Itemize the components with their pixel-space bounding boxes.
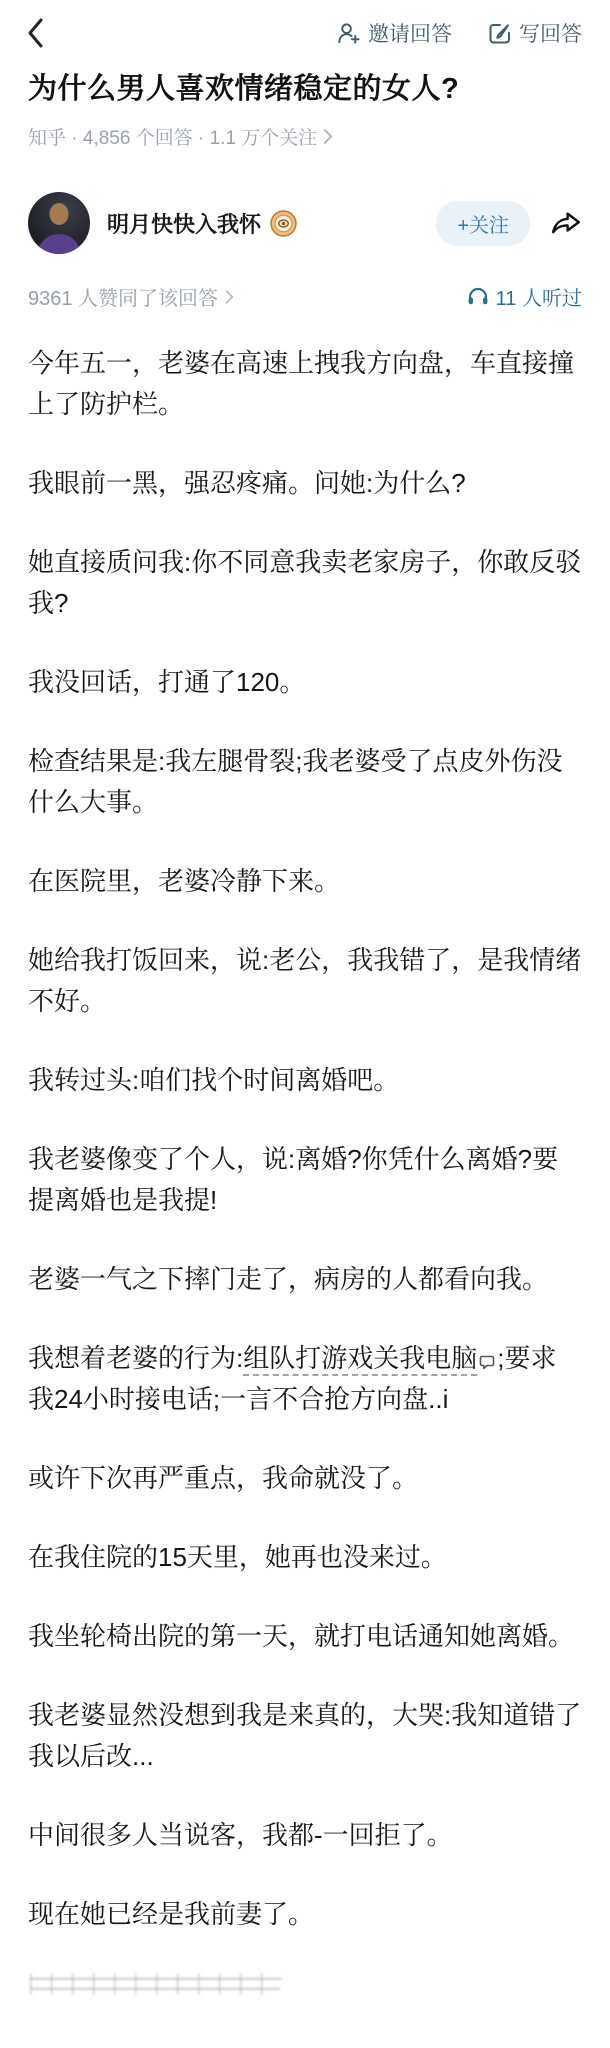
top-bar xyxy=(0,0,610,50)
upvote-count-text: 9361 人赞同了该回答 xyxy=(28,288,219,311)
person-plus-icon xyxy=(336,21,361,46)
top-actions xyxy=(336,18,582,48)
listen-count-text: 11 人听过 xyxy=(495,288,582,311)
comment-bubble-icon[interactable] xyxy=(479,1354,495,1370)
answer-paragraph: 我老婆显然没想到我是来真的，大哭:我知道错了我以后改... xyxy=(28,1700,582,1772)
answer-paragraph xyxy=(28,1338,582,1420)
blurred-watermark xyxy=(30,1973,282,1995)
annotated-highlight-text[interactable]: 组队打游戏关我电脑 xyxy=(243,1343,477,1376)
edit-square-icon xyxy=(488,21,512,45)
answer-paragraph: 我眼前一黑，强忍疼痛。问她:为什么? xyxy=(28,468,466,499)
question-stats-text: 知乎 · 4,856 个回答 · 1.1 万个关注 xyxy=(28,128,318,150)
gold-medal-badge-icon xyxy=(270,210,297,237)
answer-paragraph: 在医院里，老婆冷静下来。 xyxy=(28,866,341,897)
answer-paragraph: 检查结果是:我左腿骨裂;我老婆受了点皮外伤没什么大事。 xyxy=(28,746,563,818)
write-answer-button[interactable] xyxy=(488,18,582,48)
share-arrow-icon xyxy=(550,209,582,237)
avatar-jersey-shape xyxy=(37,234,81,254)
answer-paragraph: 她直接质问我:你不同意我卖老家房子，你敢反驳我? xyxy=(28,547,582,619)
invite-answer-button[interactable] xyxy=(336,18,452,48)
answer-paragraph: 现在她已经是我前妻了。 xyxy=(28,1899,315,1930)
share-button[interactable] xyxy=(550,209,582,237)
chevron-right-icon xyxy=(224,289,234,305)
avatar-head-shape xyxy=(50,203,69,225)
back-button[interactable] xyxy=(24,17,46,49)
answer-body xyxy=(28,343,582,1935)
answer-meta-row xyxy=(28,282,582,311)
answer-paragraph: 老婆一气之下摔门走了，病房的人都看向我。 xyxy=(28,1264,549,1295)
answer-paragraph: 今年五一，老婆在高速上拽我方向盘，车直接撞上了防护栏。 xyxy=(28,348,575,420)
answer-paragraph: 我转过头:咱们找个时间离婚吧。 xyxy=(28,1065,400,1096)
upvote-count-link[interactable] xyxy=(28,282,234,311)
answer-paragraph: 或许下次再严重点，我命就没了。 xyxy=(28,1463,419,1494)
answer-paragraph: 我老婆像变了个人，说:离婚?你凭什么离婚?要提离婚也是我提! xyxy=(28,1144,559,1216)
author-name[interactable]: 明月快快入我怀 xyxy=(107,211,262,237)
answer-paragraph: 中间很多人当说客，我都-一回拒了。 xyxy=(28,1820,453,1851)
answer-paragraph: 在我住院的15天里，她再也没来过。 xyxy=(28,1542,447,1573)
follow-button[interactable]: +关注 xyxy=(436,201,530,246)
paragraph-text: ;要求我24小时接电话;一言不合抢方向盘..i xyxy=(28,1343,557,1415)
listen-button[interactable] xyxy=(467,282,582,311)
answer-paragraph: 我坐轮椅出院的第一天，就打电话通知她离婚。 xyxy=(28,1621,575,1652)
write-answer-label: 写回答 xyxy=(519,23,582,46)
question-title: 为什么男人喜欢情绪稳定的女人? xyxy=(28,73,460,105)
chevron-right-icon xyxy=(322,128,333,145)
author-row xyxy=(28,192,582,254)
answer-paragraph: 她给我打饭回来，说:老公，我我错了，是我情绪不好。 xyxy=(28,945,582,1017)
invite-answer-label: 邀请回答 xyxy=(368,23,452,46)
headphones-icon xyxy=(467,286,489,307)
back-chevron-icon xyxy=(24,17,46,49)
answer-paragraph: 我没回话，打通了120。 xyxy=(28,667,306,698)
question-stats-row[interactable] xyxy=(28,123,582,150)
avatar[interactable] xyxy=(28,192,90,254)
paragraph-text: 我想着老婆的行为: xyxy=(28,1343,244,1374)
